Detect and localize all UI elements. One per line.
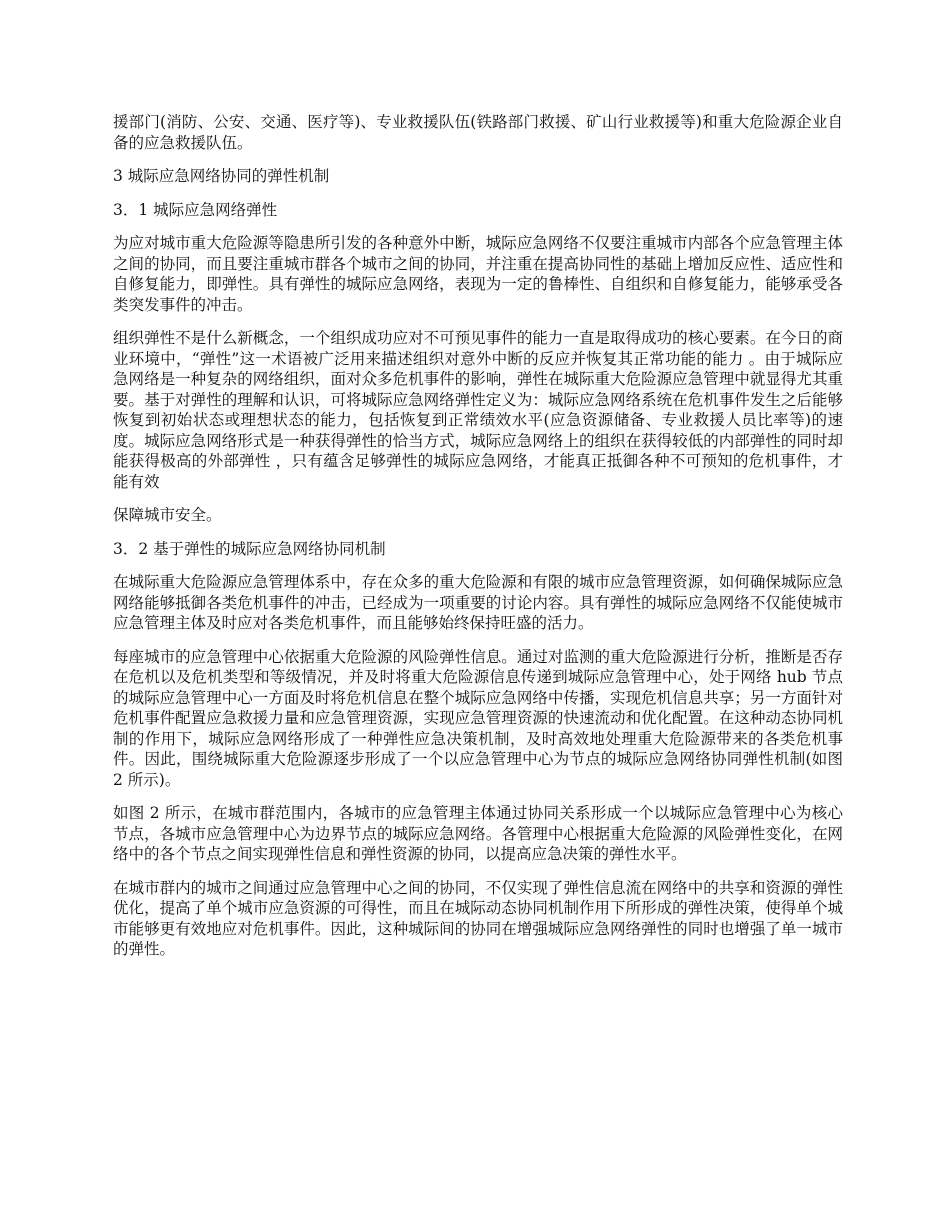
paragraph-organizational-resilience: 组织弹性不是什么新概念，一个组织成功应对不可预见事件的能力一直是取得成功的核心要素。在今日的商业环境中，“弹性”这一术语被广泛用来描述组织对意外中断的反应并恢复其正常功能的能力 。由于城际应急网络是一种复杂的网络组织，面对众多危机事件的影响，弹性在城际重大危险源应急管理中就显得尤其重要。基于对弹性的理解和认识，可将城际应急网络弹性定义为：城际应急网络系统在危机事件发生之后能够恢复到初始状态或理想状态的能力，包括恢复到正常绩效水平(应急资源储备、专业救援人员比率等)的速度。城际应急网络形式是一种获得弹性的恰当方式，城际应急网络上的组织在获得较低的内部弹性的同时却能获得极高的外部弹性 ，只有蕴含足够弹性的城际应急网络，才能真正抵御各种不可预知的危机事件，才能有效 <box>113 329 843 491</box>
paragraph-rescue-teams: 援部门(消防、公安、交通、医疗等)、专业救援队伍(铁路部门救援、矿山行业救援等)和重大危险源企业自备的应急救援队伍。 <box>113 113 843 152</box>
paragraph-network-resilience: 为应对城市重大危险源等隐患所引发的各种意外中断，城际应急网络不仅要注重城市内部各个应急管理主体之间的协同，而且要注重城市群各个城市之间的协同，并注重在提高协同性的基础上增加反应性、适应性和自修复能力，即弹性。具有弹性的城际应急网络，表现为一定的鲁棒性、自组织和自修复能力，能够承受各类突发事件的冲击。 <box>113 234 843 314</box>
section-heading-3: 3 城际应急网络协同的弹性机制 <box>113 167 330 185</box>
paragraph-city-safety: 保障城市安全。 <box>113 506 222 524</box>
paragraph-management-center: 每座城市的应急管理中心依据重大危险源的风险弹性信息。通过对监测的重大危险源进行分析，推断是否存在危机以及危机类型和等级情况，并及时将重大危险源信息传递到城际应急管理中心，处于网络 hub 节点的城际应急管理中心一方面及时将危机信息在整个城际应急网络中传播，实现危机信息共享；另一方面针对危机事件配置应急救援力量和应急管理资源，实现应急管理资源的快速流动和优化配置。在这种动态协同机制的作用下，城际应急网络形成了一种弹性应急决策机制，及时高效地处理重大危险源带来的各类危机事件。因此，围绕城际重大危险源逐步形成了一个以应急管理中心为节点的城际应急网络协同弹性机制(如图 2 所示)。 <box>113 647 843 789</box>
paragraph-intercity-coordination: 在城市群内的城市之间通过应急管理中心之间的协同，不仅实现了弹性信息流在网络中的共享和资源的弹性优化，提高了单个城市应急资源的可得性，而且在城际动态协同机制作用下所形成的弹性决策，使得单个城市能够更有效地应对危机事件。因此，这种城际间的协同在增强城际应急网络弹性的同时也增强了单一城市的弹性。 <box>113 878 843 958</box>
document-page <box>113 112 843 973</box>
paragraph-emergency-system: 在城际重大危险源应急管理体系中，存在众多的重大危险源和有限的城市应急管理资源，如何确保城际应急网络能够抵御各类危机事件的冲击，已经成为一项重要的讨论内容。具有弹性的城际应急网络不仅能使城市应急管理主体及时应对各类危机事件，而且能够始终保持旺盛的活力。 <box>113 573 843 632</box>
paragraph-figure-2: 如图 2 所示，在城市群范围内，各城市的应急管理主体通过协同关系形成一个以城际应急管理中心为核心节点，各城市应急管理中心为边界节点的城际应急网络。各管理中心根据重大危险源的风险弹性变化，在网络中的各个节点之间实现弹性信息和弹性资源的协同，以提高应急决策的弹性水平。 <box>113 804 843 863</box>
subsection-heading-3-1: 3．1 城际应急网络弹性 <box>113 200 278 219</box>
subsection-heading-3-2: 3．2 基于弹性的城际应急网络协同机制 <box>113 539 386 558</box>
